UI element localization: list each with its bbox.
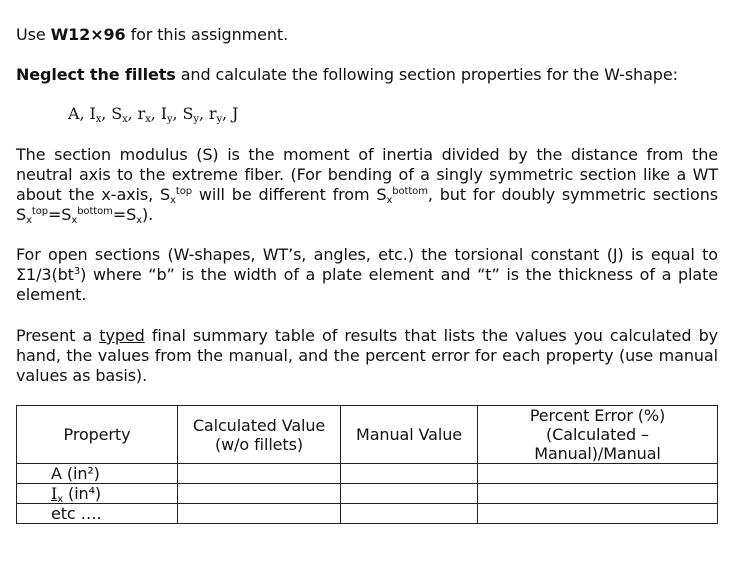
header-percent-error: Percent Error (%) (Calculated – Manual)/Manual <box>478 406 718 464</box>
cell-blank <box>341 464 478 484</box>
typed-underlined: typed <box>99 326 145 345</box>
present-paragraph: Present a typed final summary table of results that lists the values you calculated by hand, the values from the manual, and the percent error for each property (use manual values as basis). <box>16 326 718 385</box>
table-row <box>17 464 718 484</box>
header-property: Property <box>17 406 178 464</box>
cell-blank <box>478 484 718 504</box>
results-table <box>16 405 718 524</box>
cell-blank <box>341 484 478 504</box>
prop-ix: I <box>89 104 96 123</box>
shape-designation: W12×96 <box>50 25 126 44</box>
modulus-paragraph: The section modulus (S) is the moment of inertia divided by the distance from the neutral axis to the extreme fiber. (For bending of a singly symmetric section like a WT about the x-axis, $S_x^{top}$ will be different from $S_x^{bottom}$, but for doubly symmetric sections $S_x^{top}=S_x^{bottom}=S_x$). <box>16 145 718 226</box>
prop-sy: S <box>182 104 194 123</box>
row-label-etc: etc …. <box>17 504 178 524</box>
prop-sx: S <box>111 104 123 123</box>
row-label-ix: $I_x$ (in⁴) <box>17 484 178 504</box>
properties-list: A, $I_x$, $S_x$, $r_x$, $I_y$, $S_y$, $r_y$, J <box>68 104 239 125</box>
cell-blank <box>341 504 478 524</box>
cell-blank <box>178 464 341 484</box>
prop-rx: r <box>137 104 146 123</box>
neglect-rest: and calculate the following section properties for the W-shape: <box>175 65 678 84</box>
row-label-area: A (in²) <box>17 464 178 484</box>
cell-blank <box>178 504 341 524</box>
prop-a: A <box>68 104 80 123</box>
cell-blank <box>478 464 718 484</box>
cell-blank <box>478 504 718 524</box>
torsion-paragraph: For open sections (W-shapes, WT’s, angles, etc.) the torsional constant (J) is equal to $\Sigma 1/3(bt^3)$ where “b” is the width of a plate element and “t” is the thickness of a plate element. <box>16 245 718 304</box>
neglect-line <box>16 65 718 85</box>
intro-suffix: for this assignment. <box>125 25 289 44</box>
prop-j: J <box>232 104 239 123</box>
header-manual: Manual Value <box>341 406 478 464</box>
prop-ry: r <box>208 104 217 123</box>
table-header-row <box>17 406 718 464</box>
table-row <box>17 484 718 504</box>
intro-prefix: Use <box>16 25 51 44</box>
cell-blank <box>178 484 341 504</box>
prop-iy: I <box>160 104 167 123</box>
intro-line <box>16 25 718 45</box>
table-row <box>17 504 718 524</box>
header-calculated: Calculated Value (w/o fillets) <box>178 406 341 464</box>
neglect-bold: Neglect the fillets <box>16 65 176 84</box>
